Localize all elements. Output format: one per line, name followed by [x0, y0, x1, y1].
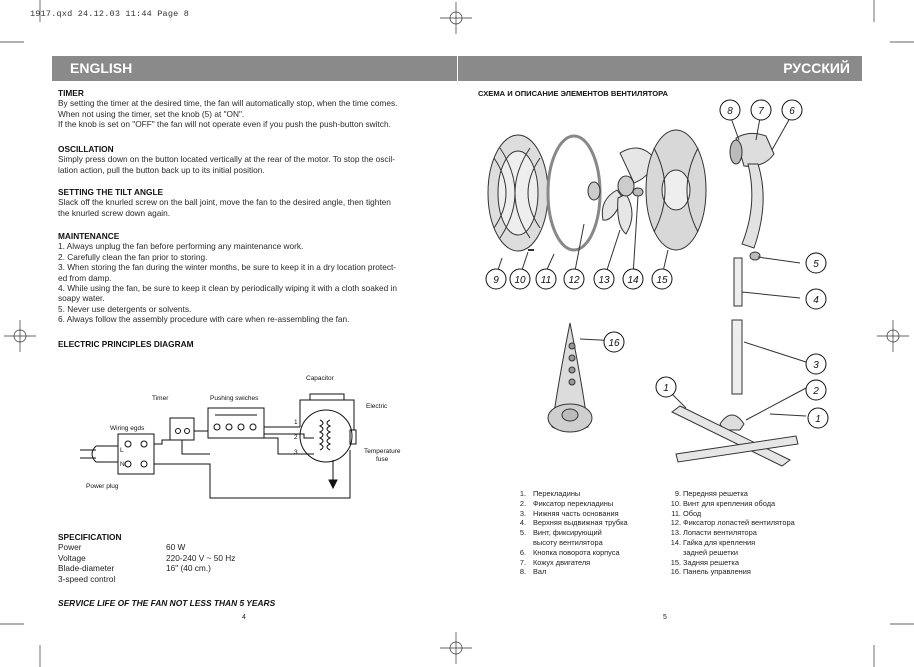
- height-screw: [750, 252, 760, 260]
- section-title: TIMER: [58, 88, 84, 98]
- electric-circuit-diagram: [80, 368, 420, 508]
- maintenance-section: [58, 231, 440, 325]
- section-title: MAINTENANCE: [58, 231, 120, 241]
- timer-section: [58, 88, 440, 130]
- callout-4: 4: [813, 295, 819, 306]
- item-text: Кожух двигателя: [533, 557, 591, 567]
- item-number: 2.: [519, 498, 526, 508]
- terminal-1-label: 1: [294, 419, 298, 426]
- list-item: [512, 509, 672, 519]
- callout-1-left: 1: [663, 383, 669, 394]
- neutral-label: N: [120, 461, 125, 468]
- item-text: высоту вентилятора: [533, 537, 603, 547]
- diagram-title: ELECTRIC PRINCIPLES DIAGRAM: [58, 339, 194, 349]
- body-line: 4. While using the fan, be sure to keep it clean by periodically wiping it with a cloth soaked in: [58, 283, 397, 294]
- item-text: Гайка для крепления: [683, 537, 756, 547]
- item-text: Перекладины: [533, 489, 581, 498]
- service-life-note: SERVICE LIFE OF THE FAN NOT LESS THAN 5 YEARS: [58, 598, 276, 608]
- electric-label: Electric: [366, 403, 388, 410]
- list-item: [662, 528, 822, 538]
- list-item: [512, 538, 672, 548]
- item-text: Верхняя выдвижная трубка: [533, 518, 628, 528]
- list-item: [512, 489, 672, 499]
- list-item: [662, 499, 822, 509]
- specification-section: [58, 532, 358, 584]
- spec-key: Power: [58, 542, 82, 553]
- list-item: [662, 489, 822, 499]
- callout-13: 13: [598, 275, 610, 286]
- item-text: задней решетки: [683, 547, 738, 557]
- body-line: soapy water.: [58, 293, 105, 304]
- item-number: 15.: [670, 557, 681, 567]
- body-line: 2. Carefully clean the fan prior to storing.: [58, 251, 208, 262]
- list-item: [512, 548, 672, 558]
- spec-row: [58, 574, 358, 584]
- item-number: 3.: [519, 508, 526, 518]
- section-title: OSCILLATION: [58, 144, 114, 154]
- item-text: Нижняя часть основания: [533, 508, 619, 518]
- temp-fuse-label-1: Temperature: [364, 448, 401, 455]
- ru-diagram-title: СХЕМА И ОПИСАНИЕ ЭЛЕМЕНТОВ ВЕНТИЛЯТОРА: [478, 89, 669, 98]
- callout-10: 10: [514, 275, 526, 286]
- callout-11: 11: [540, 275, 552, 286]
- callout-7: 7: [758, 106, 764, 117]
- switches-label: Pushing swiches: [210, 395, 259, 402]
- item-number: 10.: [670, 498, 681, 508]
- body-line: 1. Always unplug the fan before performing any maintenance work.: [58, 241, 304, 252]
- terminal-3-label: 3: [294, 449, 298, 456]
- item-number: [662, 548, 681, 558]
- item-number: 11.: [671, 508, 681, 518]
- item-number: [512, 538, 526, 548]
- item-text: Задняя решетка: [683, 557, 739, 567]
- plug-outline: [92, 446, 96, 462]
- item-number: 9.: [674, 489, 681, 498]
- oscillation-section: [58, 144, 440, 175]
- power-plug-label: Power plug: [86, 483, 119, 490]
- ru-parts-list-left: [512, 489, 672, 577]
- wiring-terminal-block: [118, 434, 154, 474]
- item-number: 4.: [519, 518, 526, 528]
- timer-label: Timer: [152, 395, 169, 402]
- body-line: 6. Always follow the assembly procedure with care when re-assembling the fan.: [58, 314, 350, 325]
- list-item: [512, 499, 672, 509]
- item-number: 5.: [519, 528, 526, 538]
- lower-tube: [732, 320, 742, 394]
- item-text: Панель управления: [683, 567, 751, 577]
- list-item: [662, 567, 822, 577]
- spec-row: [58, 553, 358, 563]
- list-item: [512, 528, 672, 538]
- callout-8: 8: [727, 106, 733, 117]
- spec-value: 220-240 V ~ 50 Hz: [166, 552, 236, 563]
- item-number: 12.: [670, 518, 681, 528]
- body-line: When not using the timer, set the knob (5) at "ON".: [58, 108, 245, 119]
- item-number: 16.: [670, 567, 681, 577]
- spec-key: 3-speed control: [58, 573, 116, 584]
- item-text: Винт для крепления обода: [683, 498, 776, 508]
- list-item: [512, 558, 672, 568]
- item-text: Фиксатор лопастей вентилятора: [683, 518, 795, 528]
- item-text: Обод: [683, 508, 702, 518]
- spec-key: Blade-diameter: [58, 563, 115, 574]
- rear-grille-nut: [633, 188, 643, 196]
- spec-value: 60 W: [166, 542, 186, 553]
- spec-key: Voltage: [58, 552, 86, 563]
- section-title: SPECIFICATION: [58, 532, 122, 542]
- callout-5: 5: [813, 259, 819, 270]
- wiring-label: Wiring egds: [110, 425, 145, 432]
- list-item: [662, 548, 822, 558]
- language-header-english: ENGLISH: [52, 56, 457, 81]
- item-number: 6.: [519, 547, 526, 557]
- list-item: [662, 558, 822, 568]
- timer-box: [170, 418, 194, 440]
- fan-exploded-diagram: [470, 98, 850, 483]
- motor-neck: [742, 164, 763, 248]
- list-item: [512, 518, 672, 528]
- spec-row: [58, 563, 358, 573]
- pushing-switches-box: [208, 408, 264, 438]
- body-line: ed from damp.: [58, 272, 112, 283]
- terminal-2-label: 2: [294, 434, 298, 441]
- item-number: 1.: [519, 489, 526, 498]
- body-line: If the knob is set on "OFF" the fan will not operate even if you push the push-button switch.: [58, 119, 391, 130]
- callout-6: 6: [789, 106, 795, 117]
- section-title: SETTING THE TILT ANGLE: [58, 187, 164, 197]
- body-line: Simply press down on the button located vertically at the rear of the motor. To stop the oscil-: [58, 154, 395, 165]
- blade-cap: [588, 182, 600, 200]
- list-item: [512, 567, 672, 577]
- page-number-right: 5: [663, 614, 667, 621]
- callout-12: 12: [568, 275, 580, 286]
- print-slug: 1917.qxd 24.12.03 11:44 Page 8: [30, 9, 190, 19]
- temp-fuse-label-2: fuse: [376, 456, 389, 463]
- item-text: Кнопка поворота корпуса: [533, 547, 620, 557]
- item-text: Фиксатор перекладины: [533, 498, 614, 508]
- body-line: lation action, pull the button back up to its initial position.: [58, 164, 265, 175]
- callout-9: 9: [493, 275, 499, 286]
- body-line: 5. Never use detergents or solvents.: [58, 303, 192, 314]
- item-text: Винт, фиксирующий: [533, 528, 602, 538]
- page-number-left: 4: [242, 614, 246, 621]
- callout-2: 2: [813, 386, 819, 397]
- body-line: 3. When storing the fan during the winter months, be sure to keep it in a dry location protect-: [58, 262, 397, 273]
- callout-15: 15: [656, 275, 668, 286]
- item-number: 14.: [670, 537, 681, 547]
- capacitor-symbol: [310, 394, 344, 400]
- item-text: Вал: [533, 567, 547, 577]
- list-item: [662, 518, 822, 528]
- capacitor-label: Capacitor: [306, 375, 334, 382]
- item-number: 8.: [519, 567, 526, 577]
- ru-parts-list-right: [662, 489, 822, 577]
- language-header-russian: РУССКИЙ: [458, 56, 862, 81]
- line-label: L: [120, 447, 124, 454]
- list-item: [662, 538, 822, 548]
- callout-1-right: 1: [815, 414, 821, 425]
- item-text: Передняя решетка: [683, 489, 748, 498]
- tilt-section: [58, 187, 440, 218]
- item-text: Лопасти вентилятора: [683, 528, 757, 538]
- callout-14: 14: [627, 275, 639, 286]
- body-line: the knurled screw down again.: [58, 207, 171, 218]
- upper-tube: [734, 258, 742, 306]
- spec-row: [58, 542, 358, 552]
- list-item: [662, 509, 822, 519]
- callout-3: 3: [813, 360, 819, 371]
- body-line: Slack off the knurled screw on the ball joint, move the fan to the desired angle, then tighten: [58, 197, 391, 208]
- item-number: 7.: [519, 557, 526, 567]
- callout-16: 16: [608, 338, 620, 349]
- body-line: By setting the timer at the desired time, the fan will automatically stop, when the time comes.: [58, 98, 398, 109]
- spec-value: 16" (40 cm.): [166, 563, 211, 574]
- item-number: 13.: [670, 528, 681, 538]
